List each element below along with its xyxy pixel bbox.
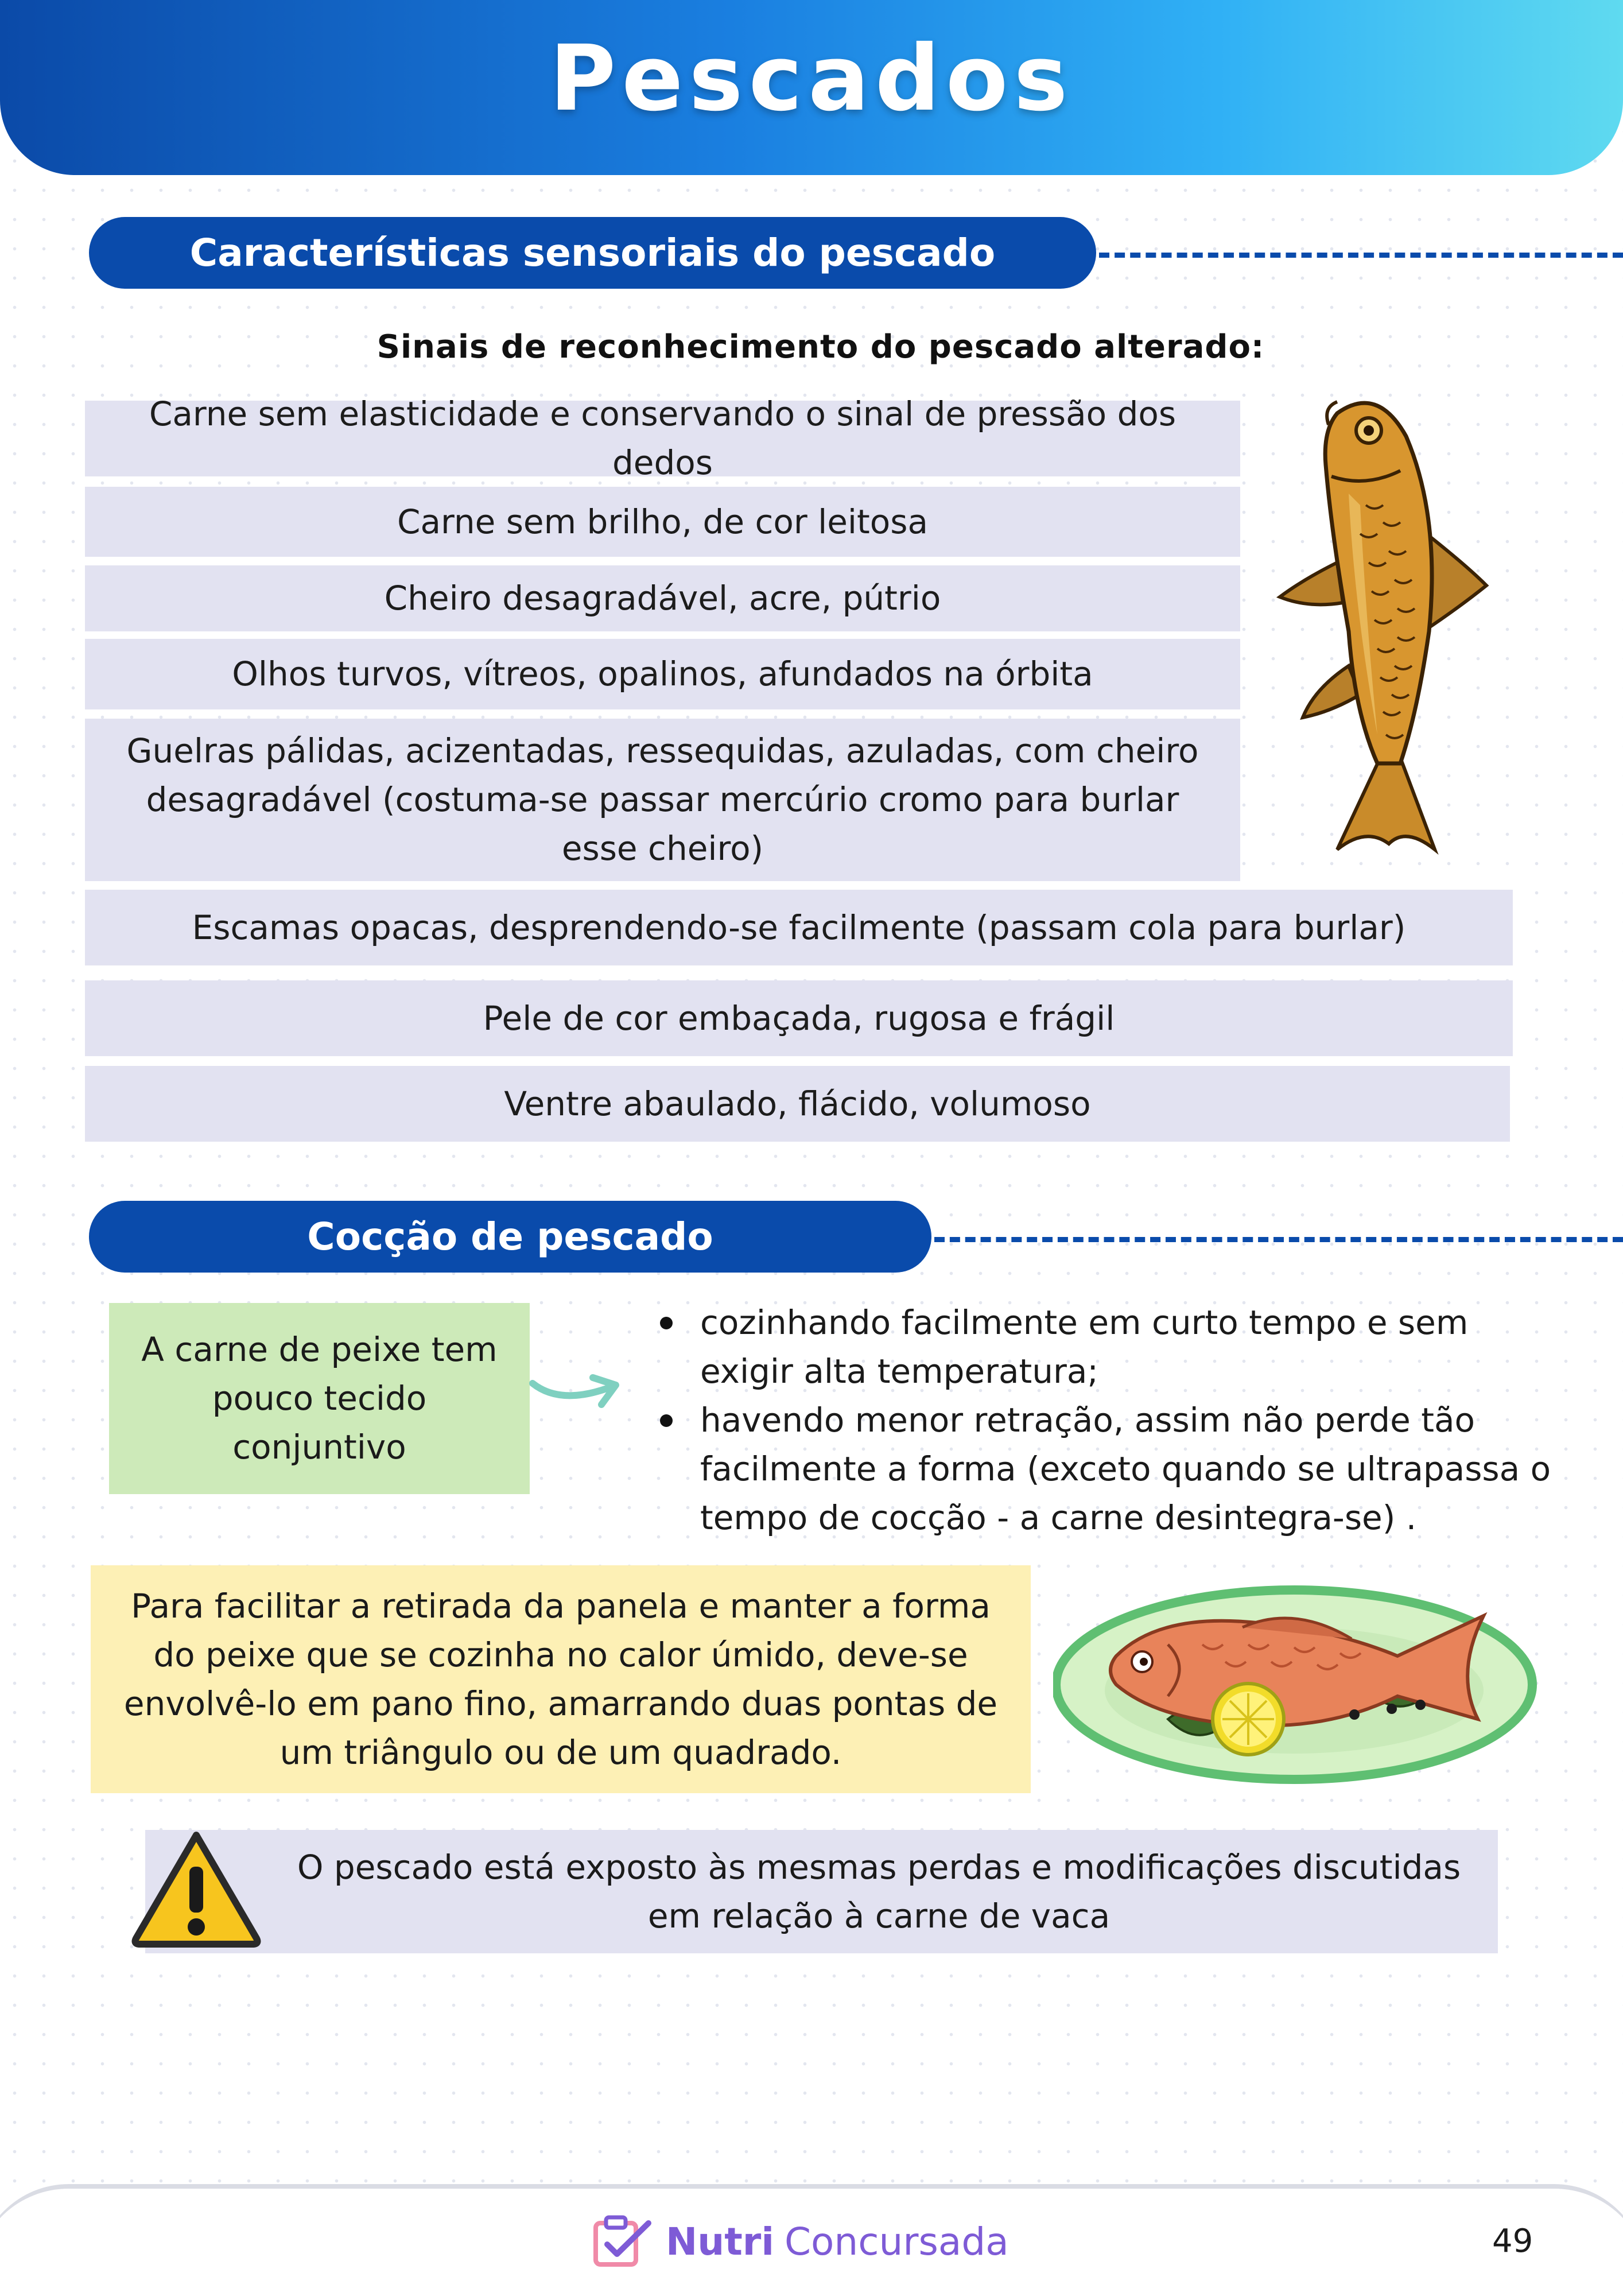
section-subtitle: Sinais de reconhecimento do pescado alterado:	[376, 328, 1265, 366]
brand-logo-icon	[591, 2213, 654, 2270]
section-heading-cooking: Cocção de pescado	[89, 1201, 931, 1273]
list-item: Escamas opacas, desprendendo-se facilmente (passam cola para burlar)	[85, 890, 1513, 965]
arrow-right-icon	[527, 1369, 624, 1415]
note-box-green: A carne de peixe tem pouco tecido conjuntivo	[109, 1303, 530, 1494]
brand-name-bold: Nutri	[666, 2219, 774, 2264]
list-item: Olhos turvos, vítreos, opalinos, afundados na órbita	[85, 639, 1240, 709]
section-heading-sensory: Características sensoriais do pescado	[89, 217, 1096, 289]
section-divider	[934, 1237, 1623, 1242]
list-item: havendo menor retração, assim não perde tão facilmente a forma (exceto quando se ultrapassa o tempo de cocção - a carne desintegra-se) .	[654, 1396, 1561, 1542]
list-item: Ventre abaulado, flácido, volumoso	[85, 1066, 1510, 1142]
section-divider	[1099, 253, 1623, 258]
list-item: Guelras pálidas, acizentadas, ressequidas, azuladas, com cheiro desagradável (costuma-se passar mercúrio cromo para burlar esse cheiro)	[85, 719, 1240, 881]
page-number: 49	[1492, 2223, 1533, 2260]
cooked-fish-plate-illustration	[1053, 1581, 1538, 1788]
page-title: Pescados	[549, 26, 1074, 131]
warning-icon	[127, 1826, 265, 1950]
fish-illustration	[1268, 390, 1498, 867]
note-box-yellow: Para facilitar a retirada da panela e manter a forma do peixe que se cozinha no calor úmido, deve-se envolvê-lo em pano fino, amarrando duas pontas de um triângulo ou de um quadrado.	[91, 1565, 1031, 1793]
list-item: Carne sem elasticidade e conservando o sinal de pressão dos dedos	[85, 401, 1240, 476]
cooking-bullet-list	[654, 1298, 1561, 1542]
warning-box: O pescado está exposto às mesmas perdas e modificações discutidas em relação à carne de vaca	[145, 1830, 1498, 1953]
list-item: Pele de cor embaçada, rugosa e frágil	[85, 980, 1513, 1056]
brand-name-light: Concursada	[784, 2219, 1009, 2264]
list-item: Carne sem brilho, de cor leitosa	[85, 487, 1240, 557]
list-item: Cheiro desagradável, acre, pútrio	[85, 565, 1240, 631]
list-item: cozinhando facilmente em curto tempo e sem exigir alta temperatura;	[654, 1298, 1561, 1396]
brand	[591, 2210, 1009, 2273]
